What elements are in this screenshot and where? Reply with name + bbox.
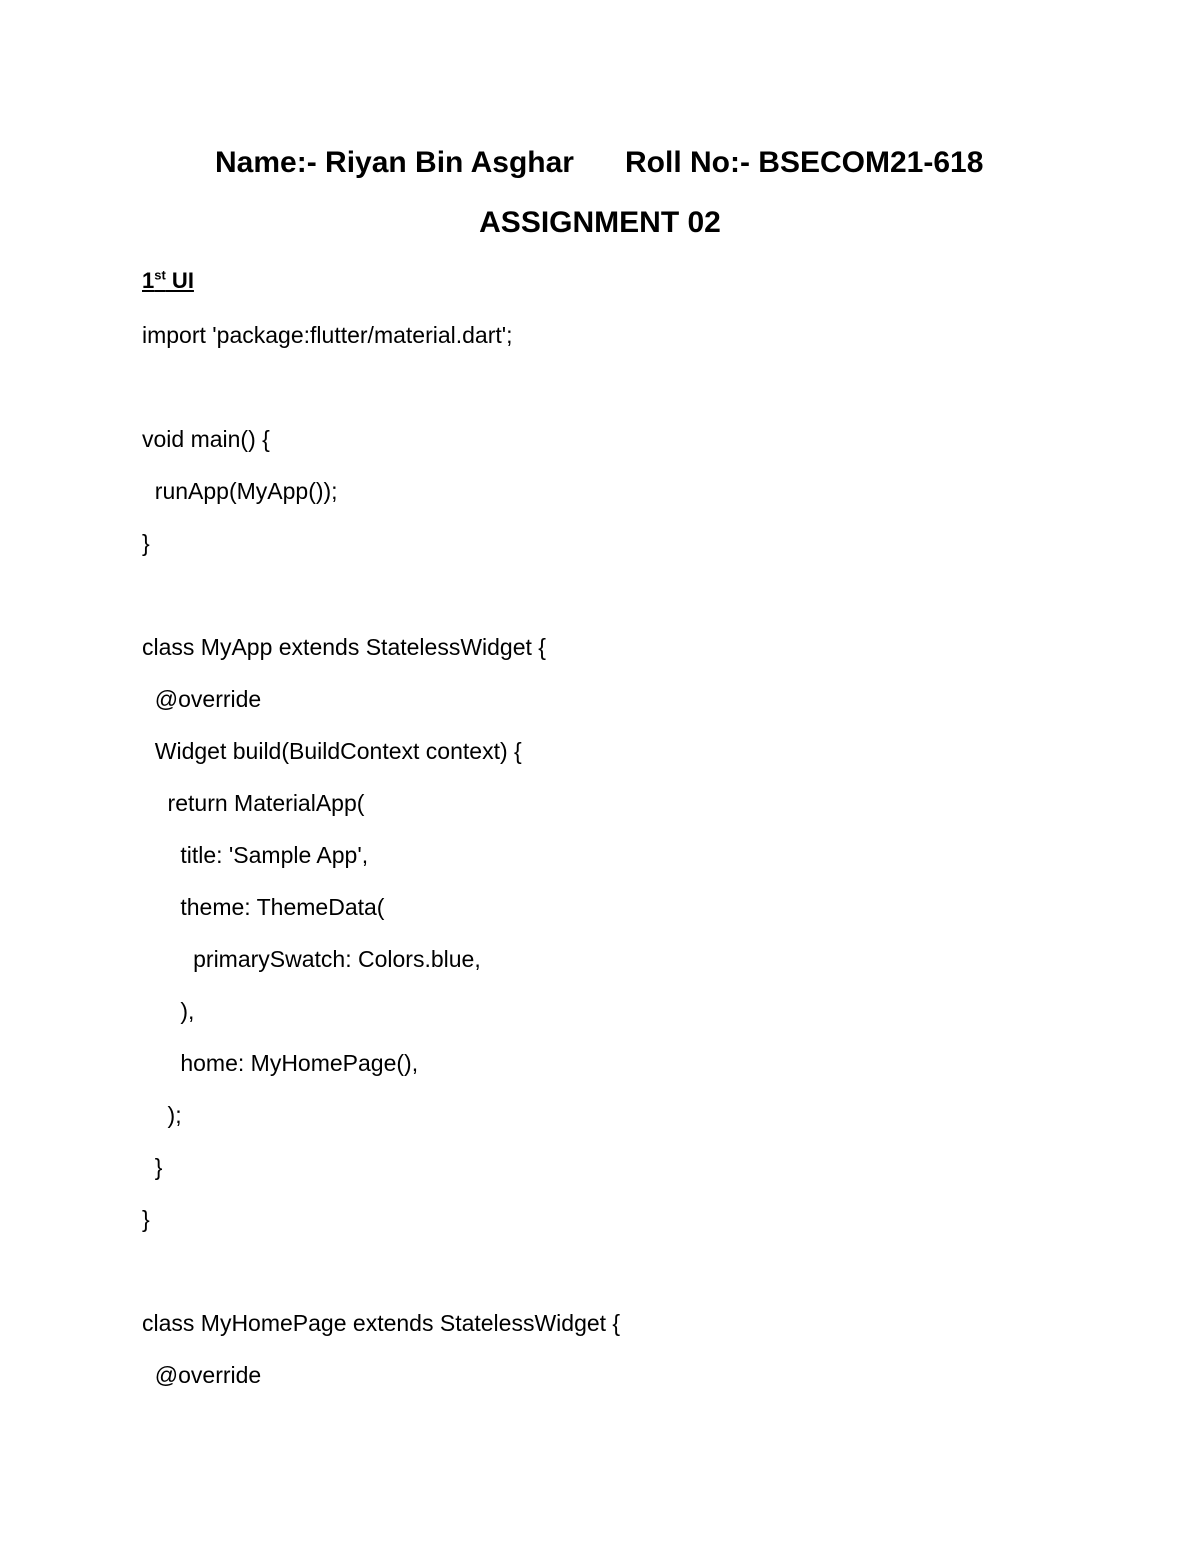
code-line: }	[142, 1206, 150, 1232]
code-line: import 'package:flutter/material.dart';	[142, 322, 513, 348]
section-superscript: st	[154, 267, 166, 283]
code-line: void main() {	[142, 426, 270, 452]
code-line: runApp(MyApp());	[142, 478, 338, 504]
section-heading	[142, 268, 194, 294]
code-listing	[142, 320, 1122, 1412]
section-number: 1	[142, 268, 155, 293]
roll-number: Roll No:- BSECOM21-618	[625, 146, 984, 179]
code-line: class MyApp extends StatelessWidget {	[142, 634, 546, 660]
code-line: }	[142, 1154, 163, 1180]
code-line: return MaterialApp(	[142, 790, 365, 816]
code-line: primarySwatch: Colors.blue,	[142, 946, 481, 972]
code-line: ),	[142, 998, 195, 1024]
code-line: theme: ThemeData(	[142, 894, 385, 920]
code-line	[142, 1256, 1122, 1308]
code-line: );	[142, 1102, 182, 1128]
code-line: home: MyHomePage(),	[142, 1050, 419, 1076]
code-line: title: 'Sample App',	[142, 842, 369, 868]
student-name: Name:- Riyan Bin Asghar	[215, 146, 574, 179]
code-line: @override	[142, 1362, 262, 1388]
code-line: class MyHomePage extends StatelessWidget {	[142, 1310, 621, 1336]
section-label: UI	[165, 268, 194, 293]
student-header	[0, 140, 1200, 186]
code-line	[142, 580, 1122, 632]
assignment-title: ASSIGNMENT 02	[479, 206, 721, 239]
code-line: Widget build(BuildContext context) {	[142, 738, 522, 764]
code-line	[142, 372, 1122, 424]
code-line: @override	[142, 686, 262, 712]
code-line: }	[142, 530, 150, 556]
